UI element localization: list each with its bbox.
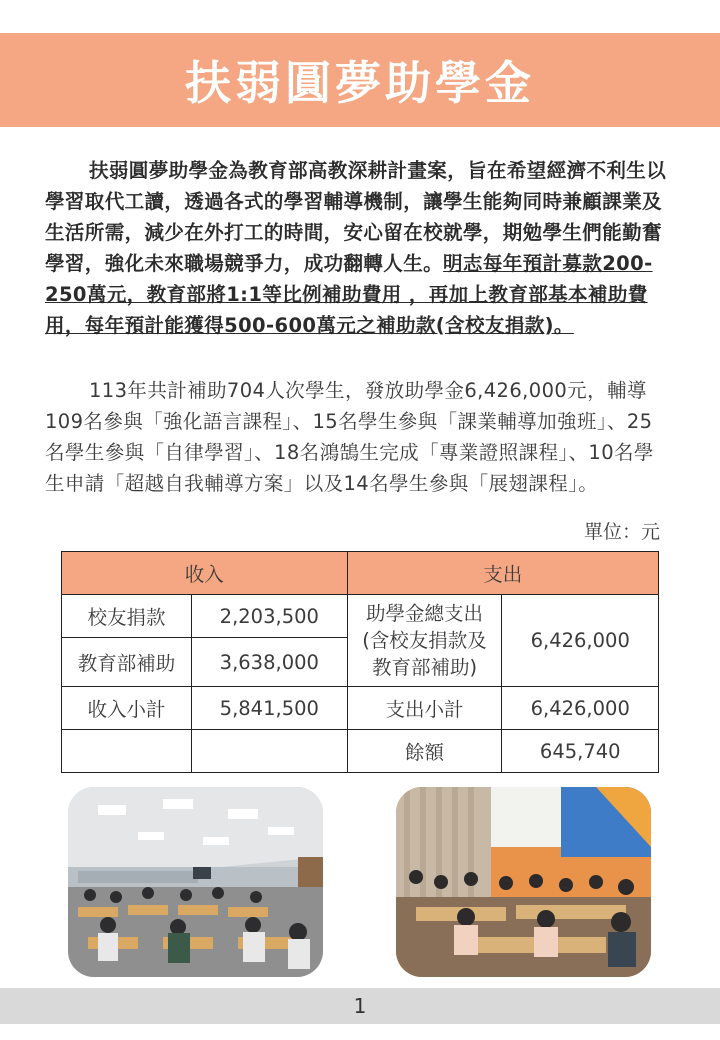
page-title: 扶弱圓夢助學金 [185, 56, 535, 110]
income-header: 收入 [62, 552, 348, 595]
expense-label-cell [347, 595, 502, 687]
empty-cell [62, 730, 192, 773]
moe-value: 3,638,000 [192, 638, 348, 687]
summary-paragraph [45, 375, 667, 499]
finance-table [61, 551, 659, 773]
alumni-value: 2,203,500 [192, 595, 348, 638]
empty-cell [192, 730, 348, 773]
intro-emphasis: 明志每年預計募款200-250萬元，教育部將1:1等比例補助費用 ，再加上教育部基本補助費用，每年預計能獲得500-600萬元之補助款(含校友捐款)。 [45, 252, 653, 337]
income-subtotal-label: 收入小計 [62, 687, 192, 730]
balance-value: 645,740 [502, 730, 659, 773]
intro-text: 扶弱圓夢助學金為教育部高教深耕計畫案，旨在希望經濟不利生以學習取代工讀，透過各式的學習輔導機制，讓學生能夠同時兼顧課業及生活所需，減少在外打工的時間，安心留在校就學，期勉學生們能勤奮學習，強化未來職場競爭力，成功翻轉人生。 [45, 159, 667, 275]
expense-label-line: (含校友捐款及 [362, 629, 487, 652]
page-footer [0, 988, 720, 1024]
moe-label: 教育部補助 [62, 638, 192, 687]
table-row [62, 730, 659, 773]
table-row [62, 687, 659, 730]
balance-label: 餘額 [347, 730, 502, 773]
page-number: 1 [353, 994, 367, 1018]
expense-value: 6,426,000 [502, 595, 659, 687]
intro-paragraph [45, 155, 667, 341]
unit-label: 單位：元 [583, 521, 660, 543]
summary-text: 113年共計補助704人次學生，發放助學金6,426,000元，輔導109名參與「強化語言課程」、15名學生參與「課業輔導加強班」、25名學生參與「自律學習」、18名鴻鵠生完成「專業證照課程」、10名學生申請「超越自我輔導方案」以及14名學生參與「展翅課程」。 [45, 379, 654, 495]
alumni-label: 校友捐款 [62, 595, 192, 638]
study-room-photo [396, 787, 651, 977]
expense-label-line: 助學金總支出 [366, 602, 484, 625]
table-row [62, 595, 659, 638]
title-banner [0, 33, 720, 127]
study-room-illustration [396, 787, 651, 977]
classroom-photo [68, 787, 323, 977]
expense-subtotal-value: 6,426,000 [502, 687, 659, 730]
table-header-row [62, 552, 659, 595]
income-subtotal-value: 5,841,500 [192, 687, 348, 730]
expense-header: 支出 [347, 552, 658, 595]
classroom-illustration [68, 787, 323, 977]
expense-subtotal-label: 支出小計 [347, 687, 502, 730]
expense-label-line: 教育部補助) [371, 656, 478, 679]
